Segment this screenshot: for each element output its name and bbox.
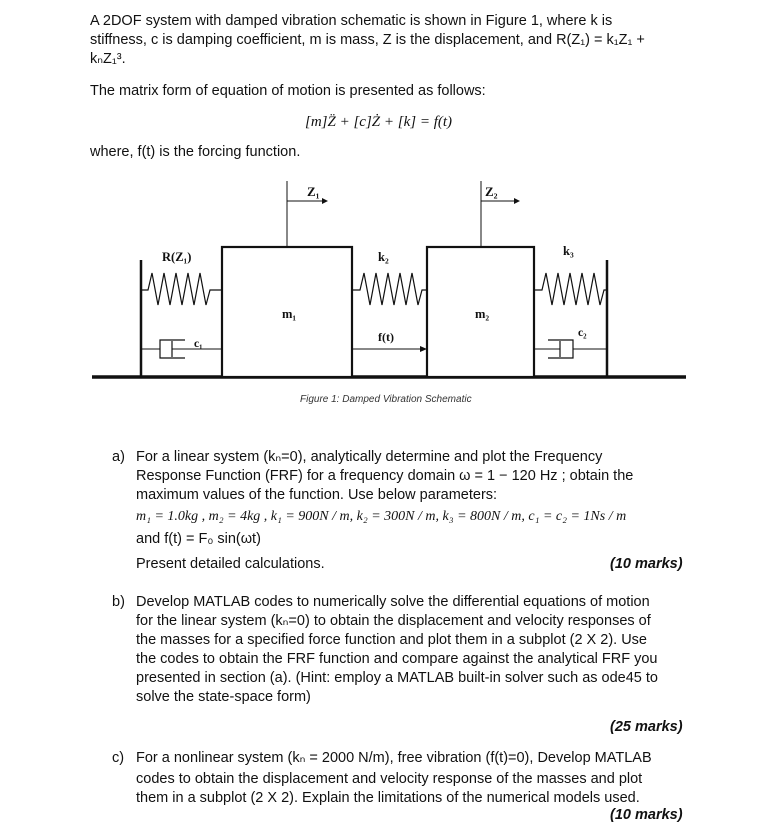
- spring-rz1: [141, 273, 222, 305]
- damper-c1: [141, 340, 222, 358]
- question-b-line-6: solve the state-space form): [136, 689, 311, 705]
- label-c1: c₁: [194, 338, 203, 350]
- question-a-line-2: Response Function (FRF) for a frequency domain ω = 1 − 120 Hz ; obtain the: [136, 468, 634, 484]
- matrix-intro: The matrix form of equation of motion is presented as follows:: [90, 83, 486, 99]
- damper-c2: [534, 340, 607, 358]
- question-c-marks: (10 marks): [610, 807, 683, 823]
- question-b-line-1: Develop MATLAB codes to numerically solve the differential equations of motion: [136, 594, 650, 610]
- intro-line-2: stiffness, c is damping coefficient, m is mass, Z is the displacement, and R(Z₁) = k₁Z₁ +: [90, 32, 645, 48]
- question-a-present: Present detailed calculations.: [136, 556, 325, 572]
- question-a-parameters: m₁ = 1.0kg , m₂ = 4kg , k₁ = 900N / m, k₂ = 300N / m, k₃ = 800N / m, c₁ = c₂ = 1Ns / m: [136, 509, 627, 524]
- question-c-line-2: codes to obtain the displacement and velocity response of the masses and plot: [136, 771, 643, 787]
- question-c-line-3: them in a subplot (2 X 2). Explain the limitations of the numerical models used.: [136, 790, 640, 806]
- label-m1: m₁: [282, 307, 297, 321]
- forcing-function-note: where, f(t) is the forcing function.: [90, 144, 301, 160]
- question-c-label: c): [112, 750, 125, 766]
- spring-k2: [352, 273, 427, 305]
- question-a-label: a): [112, 449, 125, 465]
- label-k2: k₂: [378, 250, 389, 264]
- label-rz1: R(Z₁): [162, 250, 192, 264]
- question-b-line-3: the masses for a specified force function and plot them in a subplot (2 X 2). Use: [136, 632, 647, 648]
- label-z2: Z₂: [485, 184, 498, 199]
- question-a-line-3: maximum values of the function. Use below parameters:: [136, 487, 498, 503]
- question-b-marks: (25 marks): [610, 719, 683, 735]
- figure-caption: Figure 1: Damped Vibration Schematic: [300, 394, 472, 405]
- question-b-label: b): [112, 594, 125, 610]
- vibration-schematic: [0, 175, 768, 400]
- label-m2: m₂: [475, 307, 490, 321]
- question-b-line-4: the codes to obtain the FRF function and compare against the analytical FRF you: [136, 651, 658, 667]
- label-c2: c₂: [578, 327, 587, 339]
- question-b-line-5: presented in section (a). (Hint: employ a MATLAB built-in solver such as ode45 to: [136, 670, 658, 686]
- label-z1: Z₁: [307, 184, 320, 199]
- question-a-marks: (10 marks): [610, 556, 683, 572]
- spring-k3: [534, 273, 607, 305]
- question-a-line-1: For a linear system (kₙ=0), analytically determine and plot the Frequency: [136, 449, 603, 465]
- equation-of-motion: [m]Z̈ + [c]Ż + [k] = f(t): [305, 114, 453, 130]
- question-b-line-2: for the linear system (kₙ=0) to obtain the displacement and velocity responses of: [136, 613, 651, 629]
- label-ft: f(t): [378, 330, 394, 344]
- intro-line-1: A 2DOF system with damped vibration schematic is shown in Figure 1, where k is: [90, 13, 613, 29]
- question-a-force: and f(t) = F₀ sin(ωt): [136, 531, 261, 547]
- label-k3: k₃: [563, 244, 574, 258]
- intro-line-3: kₙZ₁³.: [90, 51, 126, 67]
- question-c-line-1: For a nonlinear system (kₙ = 2000 N/m), free vibration (f(t)=0), Develop MATLAB: [136, 750, 652, 766]
